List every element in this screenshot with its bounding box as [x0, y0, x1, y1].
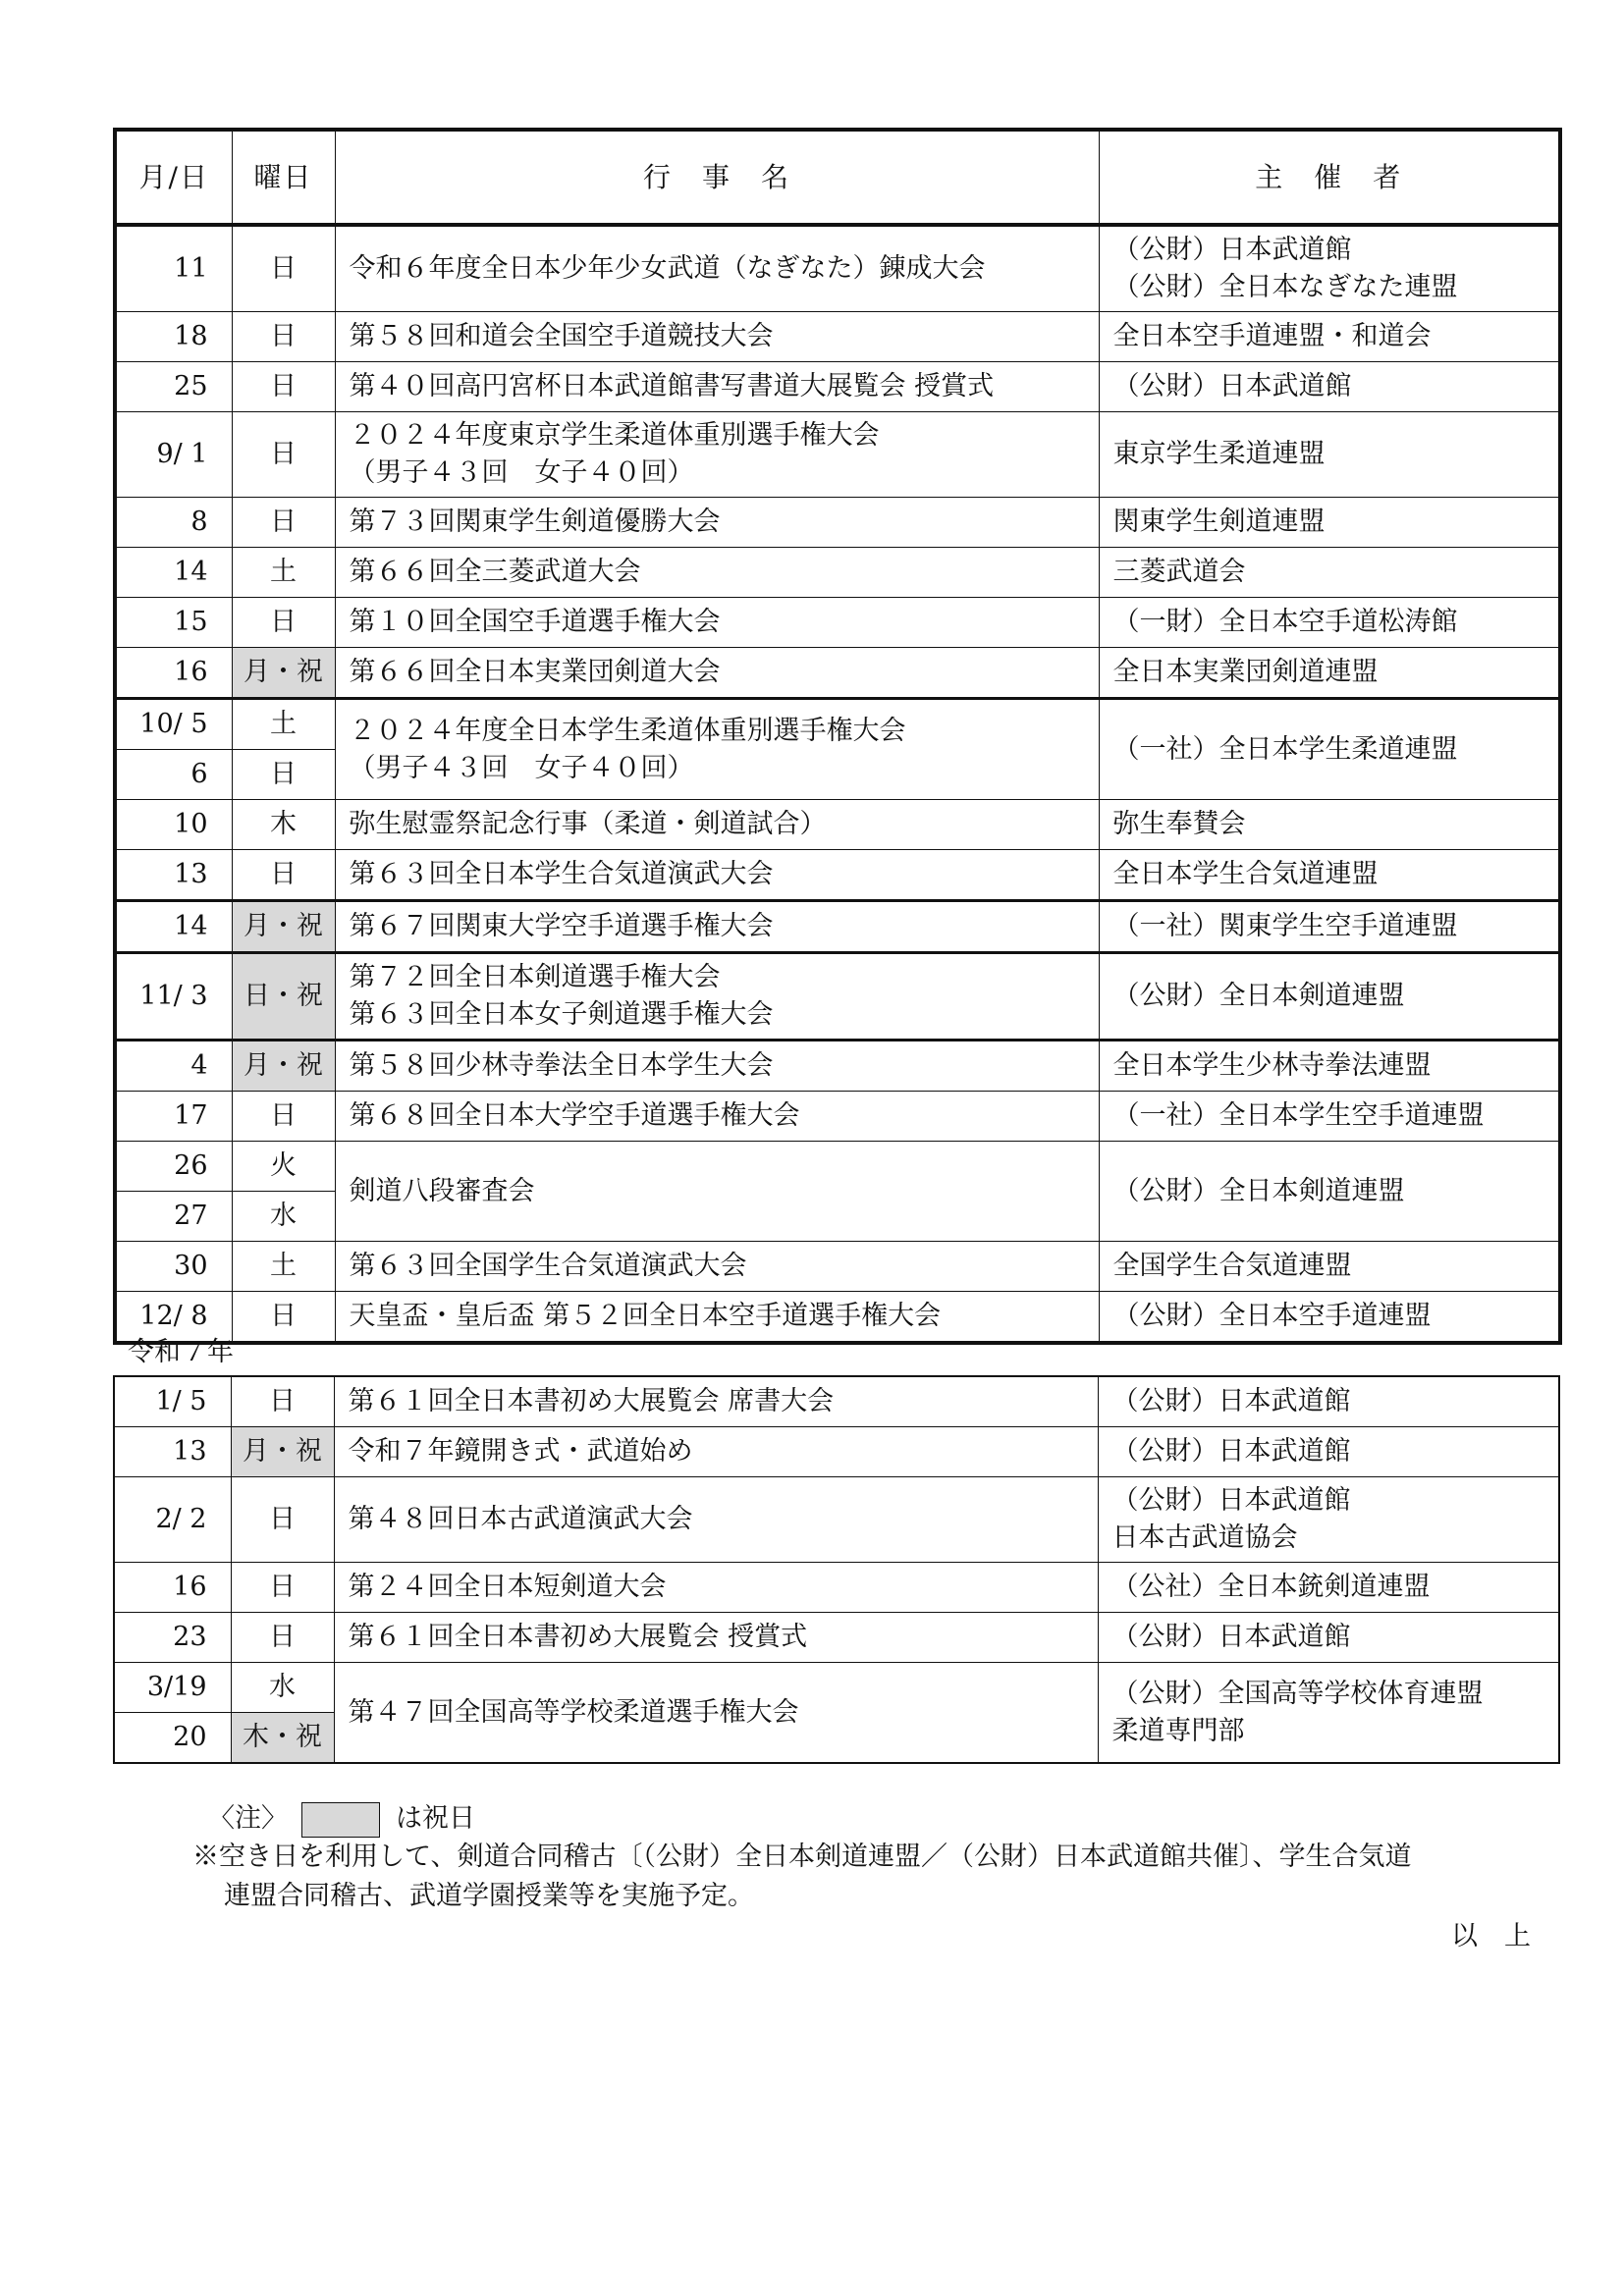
table-row [115, 225, 1560, 312]
table-row [114, 1663, 1559, 1713]
date-cell: 4 [115, 1041, 232, 1092]
date-cell: 14 [115, 901, 232, 953]
date-cell: 23 [114, 1613, 231, 1663]
event-line: 第６１回全日本書初め大展覧会 席書大会 [348, 1386, 835, 1416]
date-cell: 11 [115, 225, 232, 312]
remarks-line-2: 連盟合同稽古、武道学園授業等を実施予定。 [224, 1881, 754, 1911]
organizer-line: （公財）日本武道館 [1112, 235, 1352, 265]
event-line: ２０２４年度東京学生柔道体重別選手権大会 [349, 420, 880, 451]
event-line: （男子４３回 女子４０回） [349, 457, 694, 488]
day-cell: 火 [232, 1142, 335, 1192]
table-row [115, 312, 1560, 362]
day-cell: 月・祝 [231, 1427, 334, 1477]
event-line: 第６６回全三菱武道大会 [349, 557, 641, 587]
event-cell [335, 1142, 1099, 1242]
day-cell: 日 [231, 1376, 334, 1427]
date-cell: 3/19 [114, 1663, 231, 1713]
event-cell [335, 1242, 1099, 1292]
organizer-cell [1099, 1092, 1560, 1142]
organizer-line: 全国学生合気道連盟 [1112, 1251, 1352, 1281]
table-row [115, 362, 1560, 412]
date-cell: 8 [115, 498, 232, 548]
event-cell [334, 1563, 1098, 1613]
event-cell [334, 1376, 1098, 1427]
event-line: 第６３回全日本学生合気道演武大会 [349, 859, 774, 889]
header-event: 行 事 名 [335, 130, 1099, 225]
date-cell: 9/ 1 [115, 412, 232, 498]
holiday-legend: は祝日 [396, 1803, 475, 1834]
date-cell: 11/ 3 [115, 953, 232, 1041]
day-cell: 土 [232, 1242, 335, 1292]
day-cell: 日 [232, 1092, 335, 1142]
event-line: 第６８回全日本大学空手道選手権大会 [349, 1100, 800, 1131]
organizer-line: （公財）日本武道館 [1111, 1386, 1351, 1416]
event-cell [335, 800, 1099, 850]
date-cell: 12/ 8 [115, 1292, 232, 1344]
event-cell [335, 850, 1099, 901]
holiday-note [208, 1796, 475, 1838]
note-label: 〈注〉 [208, 1803, 288, 1834]
organizer-cell [1099, 800, 1560, 850]
event-line: 弥生慰霊祭記念行事（柔道・剣道試合） [349, 809, 827, 839]
event-cell [335, 362, 1099, 412]
event-cell [335, 953, 1099, 1041]
event-cell [334, 1477, 1098, 1563]
day-cell: 日 [232, 312, 335, 362]
table-row [115, 598, 1560, 648]
day-cell: 月・祝 [232, 901, 335, 953]
event-cell [335, 901, 1099, 953]
organizer-line: （一社）全日本学生柔道連盟 [1112, 733, 1458, 765]
event-cell [335, 548, 1099, 598]
day-cell: 土 [232, 548, 335, 598]
organizer-cell [1099, 1242, 1560, 1292]
event-line: （男子４３回 女子４０回） [349, 752, 694, 783]
table-row [115, 953, 1560, 1041]
date-cell: 16 [115, 648, 232, 699]
organizer-line: （一社）関東学生空手道連盟 [1112, 911, 1458, 941]
event-line: 第２４回全日本短剣道大会 [348, 1572, 667, 1602]
day-cell: 日・祝 [232, 953, 335, 1041]
header-date: 月/日 [115, 130, 232, 225]
remarks [192, 1838, 1567, 1916]
organizer-line: 三菱武道会 [1112, 557, 1246, 587]
organizer-cell [1099, 362, 1560, 412]
event-line: 第６１回全日本書初め大展覧会 授賞式 [348, 1622, 808, 1652]
event-line: 第５８回和道会全国空手道競技大会 [349, 321, 774, 351]
day-cell: 日 [232, 498, 335, 548]
day-cell: 日 [232, 598, 335, 648]
event-cell [334, 1613, 1098, 1663]
date-cell: 17 [115, 1092, 232, 1142]
date-cell: 1/ 5 [114, 1376, 231, 1427]
organizer-cell [1099, 699, 1560, 800]
organizer-line: 柔道専門部 [1111, 1715, 1245, 1746]
day-cell: 水 [232, 1192, 335, 1242]
event-line: 剣道八段審査会 [349, 1175, 535, 1206]
table-row [115, 648, 1560, 699]
organizer-cell [1099, 648, 1560, 699]
day-cell: 土 [232, 699, 335, 750]
organizer-line: 全日本実業団剣道連盟 [1112, 657, 1379, 687]
event-cell [335, 1092, 1099, 1142]
date-cell: 15 [115, 598, 232, 648]
organizer-line: （公財）日本武道館 [1111, 1436, 1351, 1467]
schedule-table-2024 [113, 128, 1562, 1345]
organizer-cell [1098, 1477, 1559, 1563]
organizer-cell [1099, 850, 1560, 901]
organizer-line: 関東学生剣道連盟 [1112, 507, 1326, 537]
day-cell: 日 [232, 750, 335, 800]
event-line: ２０２４年度全日本学生柔道体重別選手権大会 [349, 715, 906, 746]
table-row [115, 548, 1560, 598]
date-cell: 6 [115, 750, 232, 800]
event-cell [335, 1292, 1099, 1344]
day-cell: 日 [232, 1292, 335, 1344]
table-row [115, 1092, 1560, 1142]
organizer-line: 全日本学生合気道連盟 [1112, 859, 1379, 889]
event-line: 第６６回全日本実業団剣道大会 [349, 657, 721, 687]
table-row [115, 901, 1560, 953]
table-row [115, 1041, 1560, 1092]
date-cell: 27 [115, 1192, 232, 1242]
day-cell: 水 [231, 1663, 334, 1713]
organizer-cell [1098, 1663, 1559, 1764]
organizer-cell [1099, 225, 1560, 312]
event-line: 第１０回全国空手道選手権大会 [349, 607, 721, 637]
table-row [114, 1376, 1559, 1427]
table-row [115, 1292, 1560, 1344]
event-cell [334, 1427, 1098, 1477]
organizer-cell [1098, 1563, 1559, 1613]
organizer-line: （公財）全日本空手道連盟 [1112, 1301, 1432, 1331]
organizer-cell [1099, 1041, 1560, 1092]
event-cell [334, 1663, 1098, 1764]
event-line: 第４０回高円宮杯日本武道館書写書道大展覧会 授賞式 [349, 371, 995, 401]
event-cell [335, 225, 1099, 312]
organizer-line: 全日本空手道連盟・和道会 [1112, 321, 1432, 351]
event-line: 第４８回日本古武道演武大会 [348, 1504, 693, 1534]
date-cell: 30 [115, 1242, 232, 1292]
day-cell: 日 [232, 225, 335, 312]
header-day: 曜日 [232, 130, 335, 225]
event-cell [335, 1041, 1099, 1092]
closing-mark: 以 上 [1451, 1921, 1531, 1951]
day-cell: 日 [232, 412, 335, 498]
event-line: 第６３回全国学生合気道演武大会 [349, 1251, 747, 1281]
table-row [114, 1613, 1559, 1663]
date-cell: 25 [115, 362, 232, 412]
table-row [115, 850, 1560, 901]
date-cell: 14 [115, 548, 232, 598]
event-line: 第６７回関東大学空手道選手権大会 [349, 911, 774, 941]
day-cell: 木・祝 [231, 1713, 334, 1764]
date-cell: 10/ 5 [115, 699, 232, 750]
event-line: 第７２回全日本剣道選手権大会 [349, 962, 721, 992]
organizer-cell [1099, 953, 1560, 1041]
event-line: 天皇盃・皇后盃 第５２回全日本空手道選手権大会 [349, 1301, 942, 1331]
organizer-line: （公社）全日本銃剣道連盟 [1111, 1572, 1431, 1602]
table-row [114, 1477, 1559, 1563]
organizer-line: （一財）全日本空手道松涛館 [1112, 607, 1458, 637]
day-cell: 日 [231, 1477, 334, 1563]
organizer-line: 弥生奉賛会 [1112, 809, 1246, 839]
day-cell: 月・祝 [232, 648, 335, 699]
table-row [115, 1242, 1560, 1292]
organizer-line: （公財）全日本なぎなた連盟 [1112, 272, 1458, 302]
table-row [115, 498, 1560, 548]
day-cell: 日 [231, 1613, 334, 1663]
organizer-cell [1098, 1427, 1559, 1477]
date-cell: 20 [114, 1713, 231, 1764]
organizer-line: （公財）日本武道館 [1112, 371, 1352, 401]
date-cell: 16 [114, 1563, 231, 1613]
event-line: 第５８回少林寺拳法全日本学生大会 [349, 1050, 774, 1081]
organizer-cell [1099, 312, 1560, 362]
event-cell [335, 312, 1099, 362]
organizer-line: （公財）全日本剣道連盟 [1112, 1175, 1405, 1206]
event-line: 第６３回全日本女子剣道選手権大会 [349, 999, 774, 1030]
organizer-cell [1099, 1142, 1560, 1242]
organizer-cell [1099, 412, 1560, 498]
day-cell: 日 [232, 362, 335, 412]
event-line: 第７３回関東学生剣道優勝大会 [349, 507, 721, 537]
table-row [115, 800, 1560, 850]
table-row [114, 1563, 1559, 1613]
organizer-line: （一社）全日本学生空手道連盟 [1112, 1100, 1485, 1131]
day-cell: 日 [231, 1563, 334, 1613]
holiday-swatch [301, 1802, 380, 1838]
organizer-cell [1099, 498, 1560, 548]
organizer-cell [1099, 598, 1560, 648]
event-line: 令和６年度全日本少年少女武道（なぎなた）錬成大会 [349, 253, 986, 284]
header-organizer: 主 催 者 [1099, 130, 1560, 225]
table-row [115, 699, 1560, 750]
day-cell: 日 [232, 850, 335, 901]
table-row [115, 1142, 1560, 1192]
event-cell [335, 699, 1099, 800]
table-header-row [115, 130, 1560, 225]
event-line: 第４７回全国高等学校柔道選手権大会 [348, 1696, 799, 1728]
day-cell: 月・祝 [232, 1041, 335, 1092]
organizer-line: 東京学生柔道連盟 [1112, 439, 1326, 469]
date-cell: 2/ 2 [114, 1477, 231, 1563]
event-cell [335, 648, 1099, 699]
table-row [115, 412, 1560, 498]
organizer-line: （公財）全国高等学校体育連盟 [1111, 1678, 1484, 1709]
schedule-table-2025 [113, 1375, 1560, 1764]
event-line: 令和７年鏡開き式・武道始め [348, 1436, 693, 1467]
date-cell: 13 [115, 850, 232, 901]
event-cell [335, 598, 1099, 648]
day-cell: 木 [232, 800, 335, 850]
organizer-cell [1099, 548, 1560, 598]
event-cell [335, 412, 1099, 498]
date-cell: 18 [115, 312, 232, 362]
date-cell: 26 [115, 1142, 232, 1192]
era-label: 令和７年 [128, 1337, 234, 1367]
event-cell [335, 498, 1099, 548]
organizer-cell [1099, 1292, 1560, 1344]
organizer-line: （公財）全日本剣道連盟 [1112, 981, 1405, 1011]
organizer-cell [1098, 1613, 1559, 1663]
organizer-line: （公財）日本武道館 [1111, 1485, 1351, 1516]
organizer-line: 全日本学生少林寺拳法連盟 [1112, 1050, 1432, 1081]
table-row [114, 1427, 1559, 1477]
organizer-line: （公財）日本武道館 [1111, 1622, 1351, 1652]
organizer-cell [1099, 901, 1560, 953]
organizer-cell [1098, 1376, 1559, 1427]
date-cell: 10 [115, 800, 232, 850]
date-cell: 13 [114, 1427, 231, 1477]
remarks-line-1: ※空き日を利用して、剣道合同稽古〔（公財）全日本剣道連盟／（公財）日本武道館共催〕、学生合気道 [192, 1842, 1412, 1872]
organizer-line: 日本古武道協会 [1111, 1522, 1298, 1553]
